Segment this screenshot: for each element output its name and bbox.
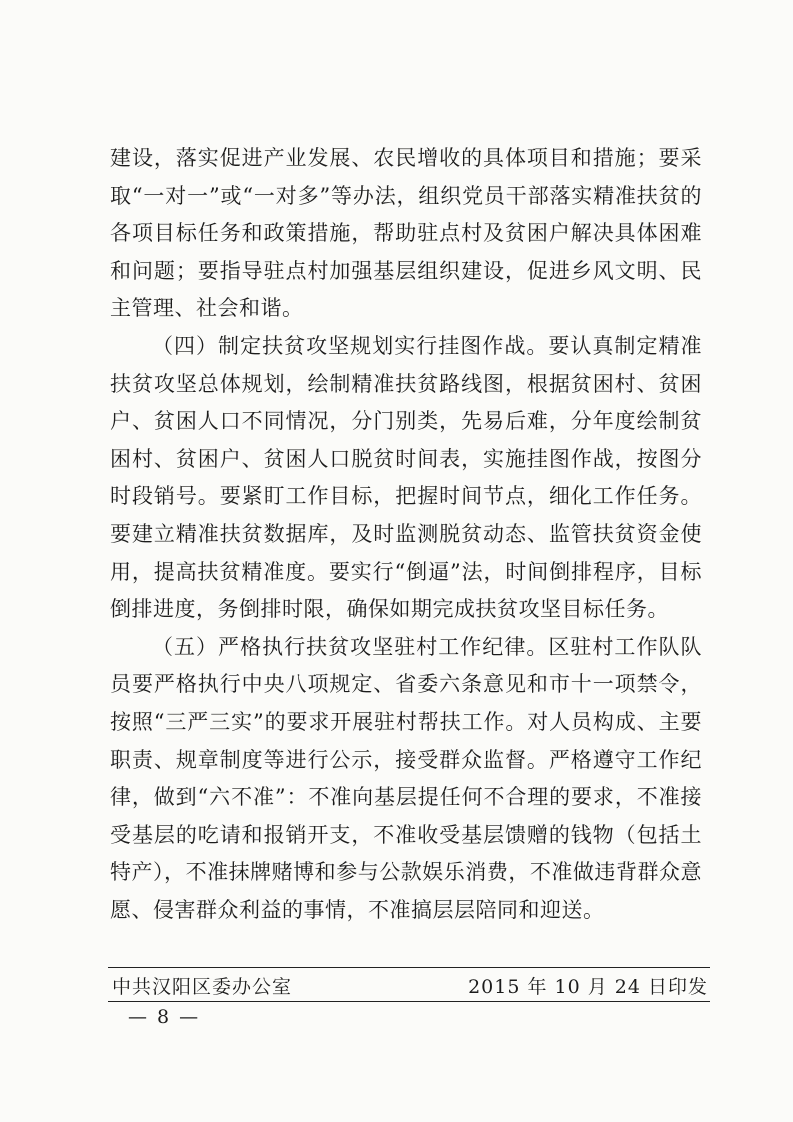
paragraph-text: 区驻村工作队队员要严格执行中央八项规定、省委六条意见和市十一项禁令，按照“三严三实”的要求开展驻村帮扶工作。对人员构成、主要职责、规章制度等进行公示，接受群众监督。严格遵守工作纪律，做到“六不准”：不准向基层提任何不合理的要求，不准接受基层的吃请和报销开支，不准收受基层馈赠的钱物（包括土特产），不准抹牌赌博和参与公款娱乐消费，不准做违背群众意愿、侵害群众利益的事情，不准搞层层陪同和迎送。: [110, 634, 702, 922]
paragraph-continuation: [110, 140, 702, 328]
page-number: — 8 —: [128, 1006, 201, 1028]
paragraph-text: 要认真制定精准扶贫攻坚总体规划，绘制精准扶贫路线图，根据贫困村、贫困户、贫困人口不同情况，分门别类，先易后难，分年度绘制贫困村、贫困户、贫困人口脱贫时间表，实施挂图作战，按图分时段销号。要紧盯工作目标，把握时间节点，细化工作任务。要建立精准扶贫数据库，及时监测脱贫动态、监管扶贫资金使用，提高扶贫精准度。要实行“倒逼”法，时间倒排程序，目标倒排进度，务倒排时限，确保如期完成扶贫攻坚目标任务。: [110, 333, 702, 622]
paragraph-section-5: [110, 629, 702, 930]
footer-bottom-rule: [108, 1001, 710, 1002]
paragraph-section-4: [110, 328, 702, 629]
footer-issuer: 中共汉阳区委办公室: [112, 976, 293, 998]
paragraph-text: 建设，落实促进产业发展、农民增收的具体项目和措施；要采取“一对一”或“一对多”等办法，组织党员干部落实精准扶贫的各项目标任务和政策措施，帮助驻点村及贫困户解决具体困难和问题；要指导驻点村加强基层组织建设，促进乡风文明、民主管理、社会和谐。: [110, 146, 702, 321]
footer-issue-date: 2015 年 10 月 24 日印发: [468, 976, 708, 998]
section-heading: （五）严格执行扶贫攻坚驻村工作纪律。: [152, 634, 549, 659]
document-body: [110, 140, 702, 929]
section-heading: （四）制定扶贫攻坚规划实行挂图作战。: [152, 333, 549, 358]
footer-top-rule: [108, 967, 710, 968]
